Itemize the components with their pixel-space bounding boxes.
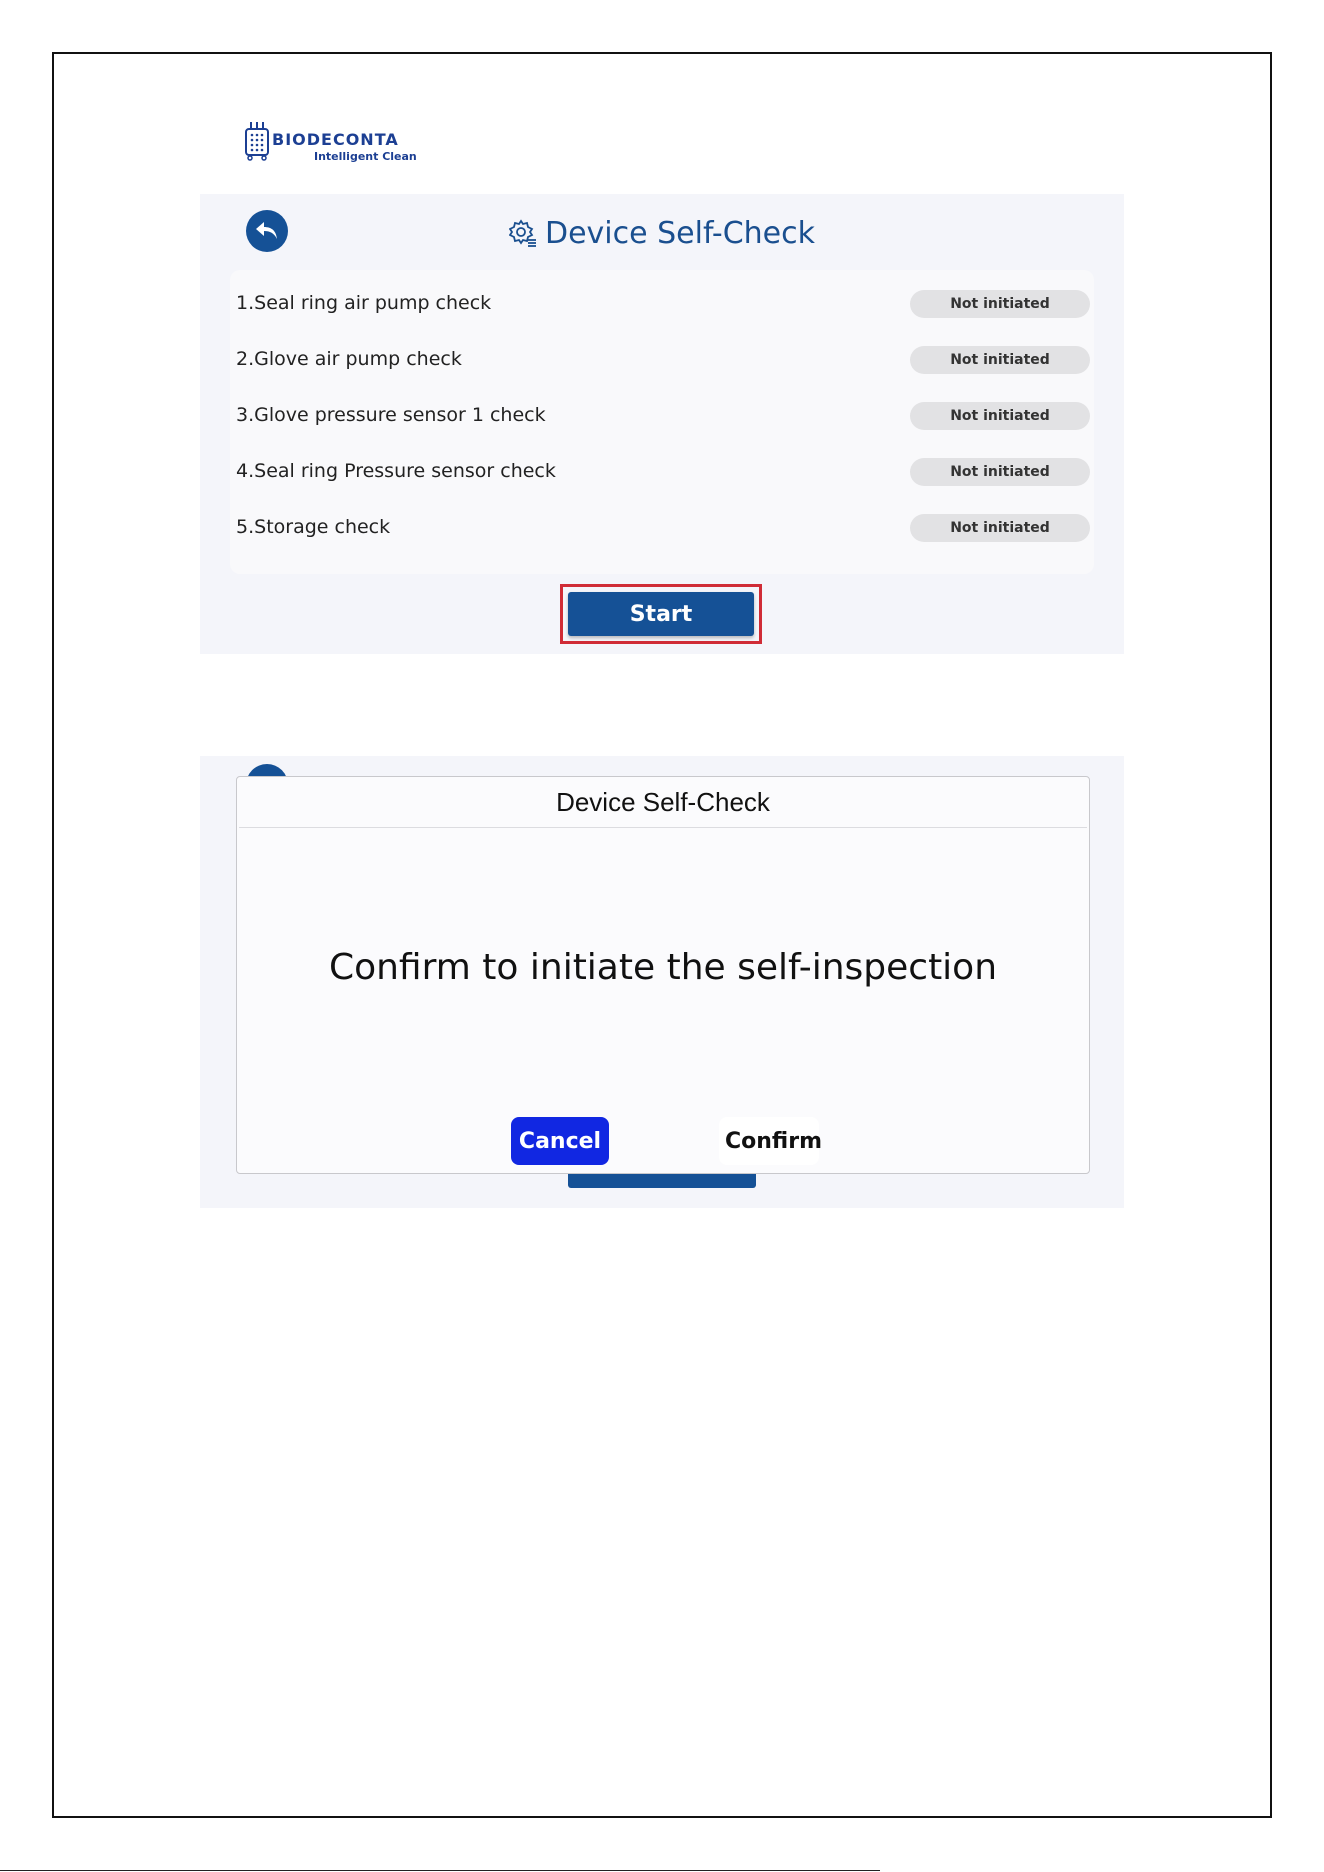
logo-name: BIODECONTA <box>272 130 399 149</box>
company-logo <box>244 120 434 166</box>
check-list <box>230 270 1094 574</box>
check-item-label: 1.Seal ring air pump check <box>236 292 492 314</box>
check-item-label: 5.Storage check <box>236 516 391 538</box>
check-item <box>230 452 1094 492</box>
confirm-button[interactable]: Confirm <box>719 1117 819 1165</box>
gear-icon <box>509 219 537 255</box>
logo-icon <box>244 122 270 162</box>
page-title-text: Device Self-Check <box>545 216 815 251</box>
status-badge: Not initiated <box>910 458 1090 486</box>
check-item <box>230 396 1094 436</box>
check-item <box>230 284 1094 324</box>
check-item-label: 3.Glove pressure sensor 1 check <box>236 404 546 426</box>
dialog-message: Confirm to initiate the self-inspection <box>328 947 998 988</box>
cancel-button[interactable]: Cancel <box>511 1117 609 1165</box>
dialog-divider <box>239 827 1087 828</box>
page-title <box>200 216 1124 255</box>
status-badge: Not initiated <box>910 402 1090 430</box>
check-item <box>230 340 1094 380</box>
confirm-dialog-screen <box>200 756 1124 1208</box>
status-badge: Not initiated <box>910 290 1090 318</box>
confirm-dialog <box>236 776 1090 1174</box>
self-check-screen <box>200 194 1124 654</box>
start-button[interactable]: Start <box>568 592 754 636</box>
check-item-label: 4.Seal ring Pressure sensor check <box>236 460 556 482</box>
check-item <box>230 508 1094 548</box>
check-item-label: 2.Glove air pump check <box>236 348 462 370</box>
dialog-title: Device Self-Check <box>556 787 770 817</box>
status-badge: Not initiated <box>910 346 1090 374</box>
footer-line <box>0 1870 880 1871</box>
logo-tagline: Intelligent Clean <box>314 150 417 163</box>
status-badge: Not initiated <box>910 514 1090 542</box>
